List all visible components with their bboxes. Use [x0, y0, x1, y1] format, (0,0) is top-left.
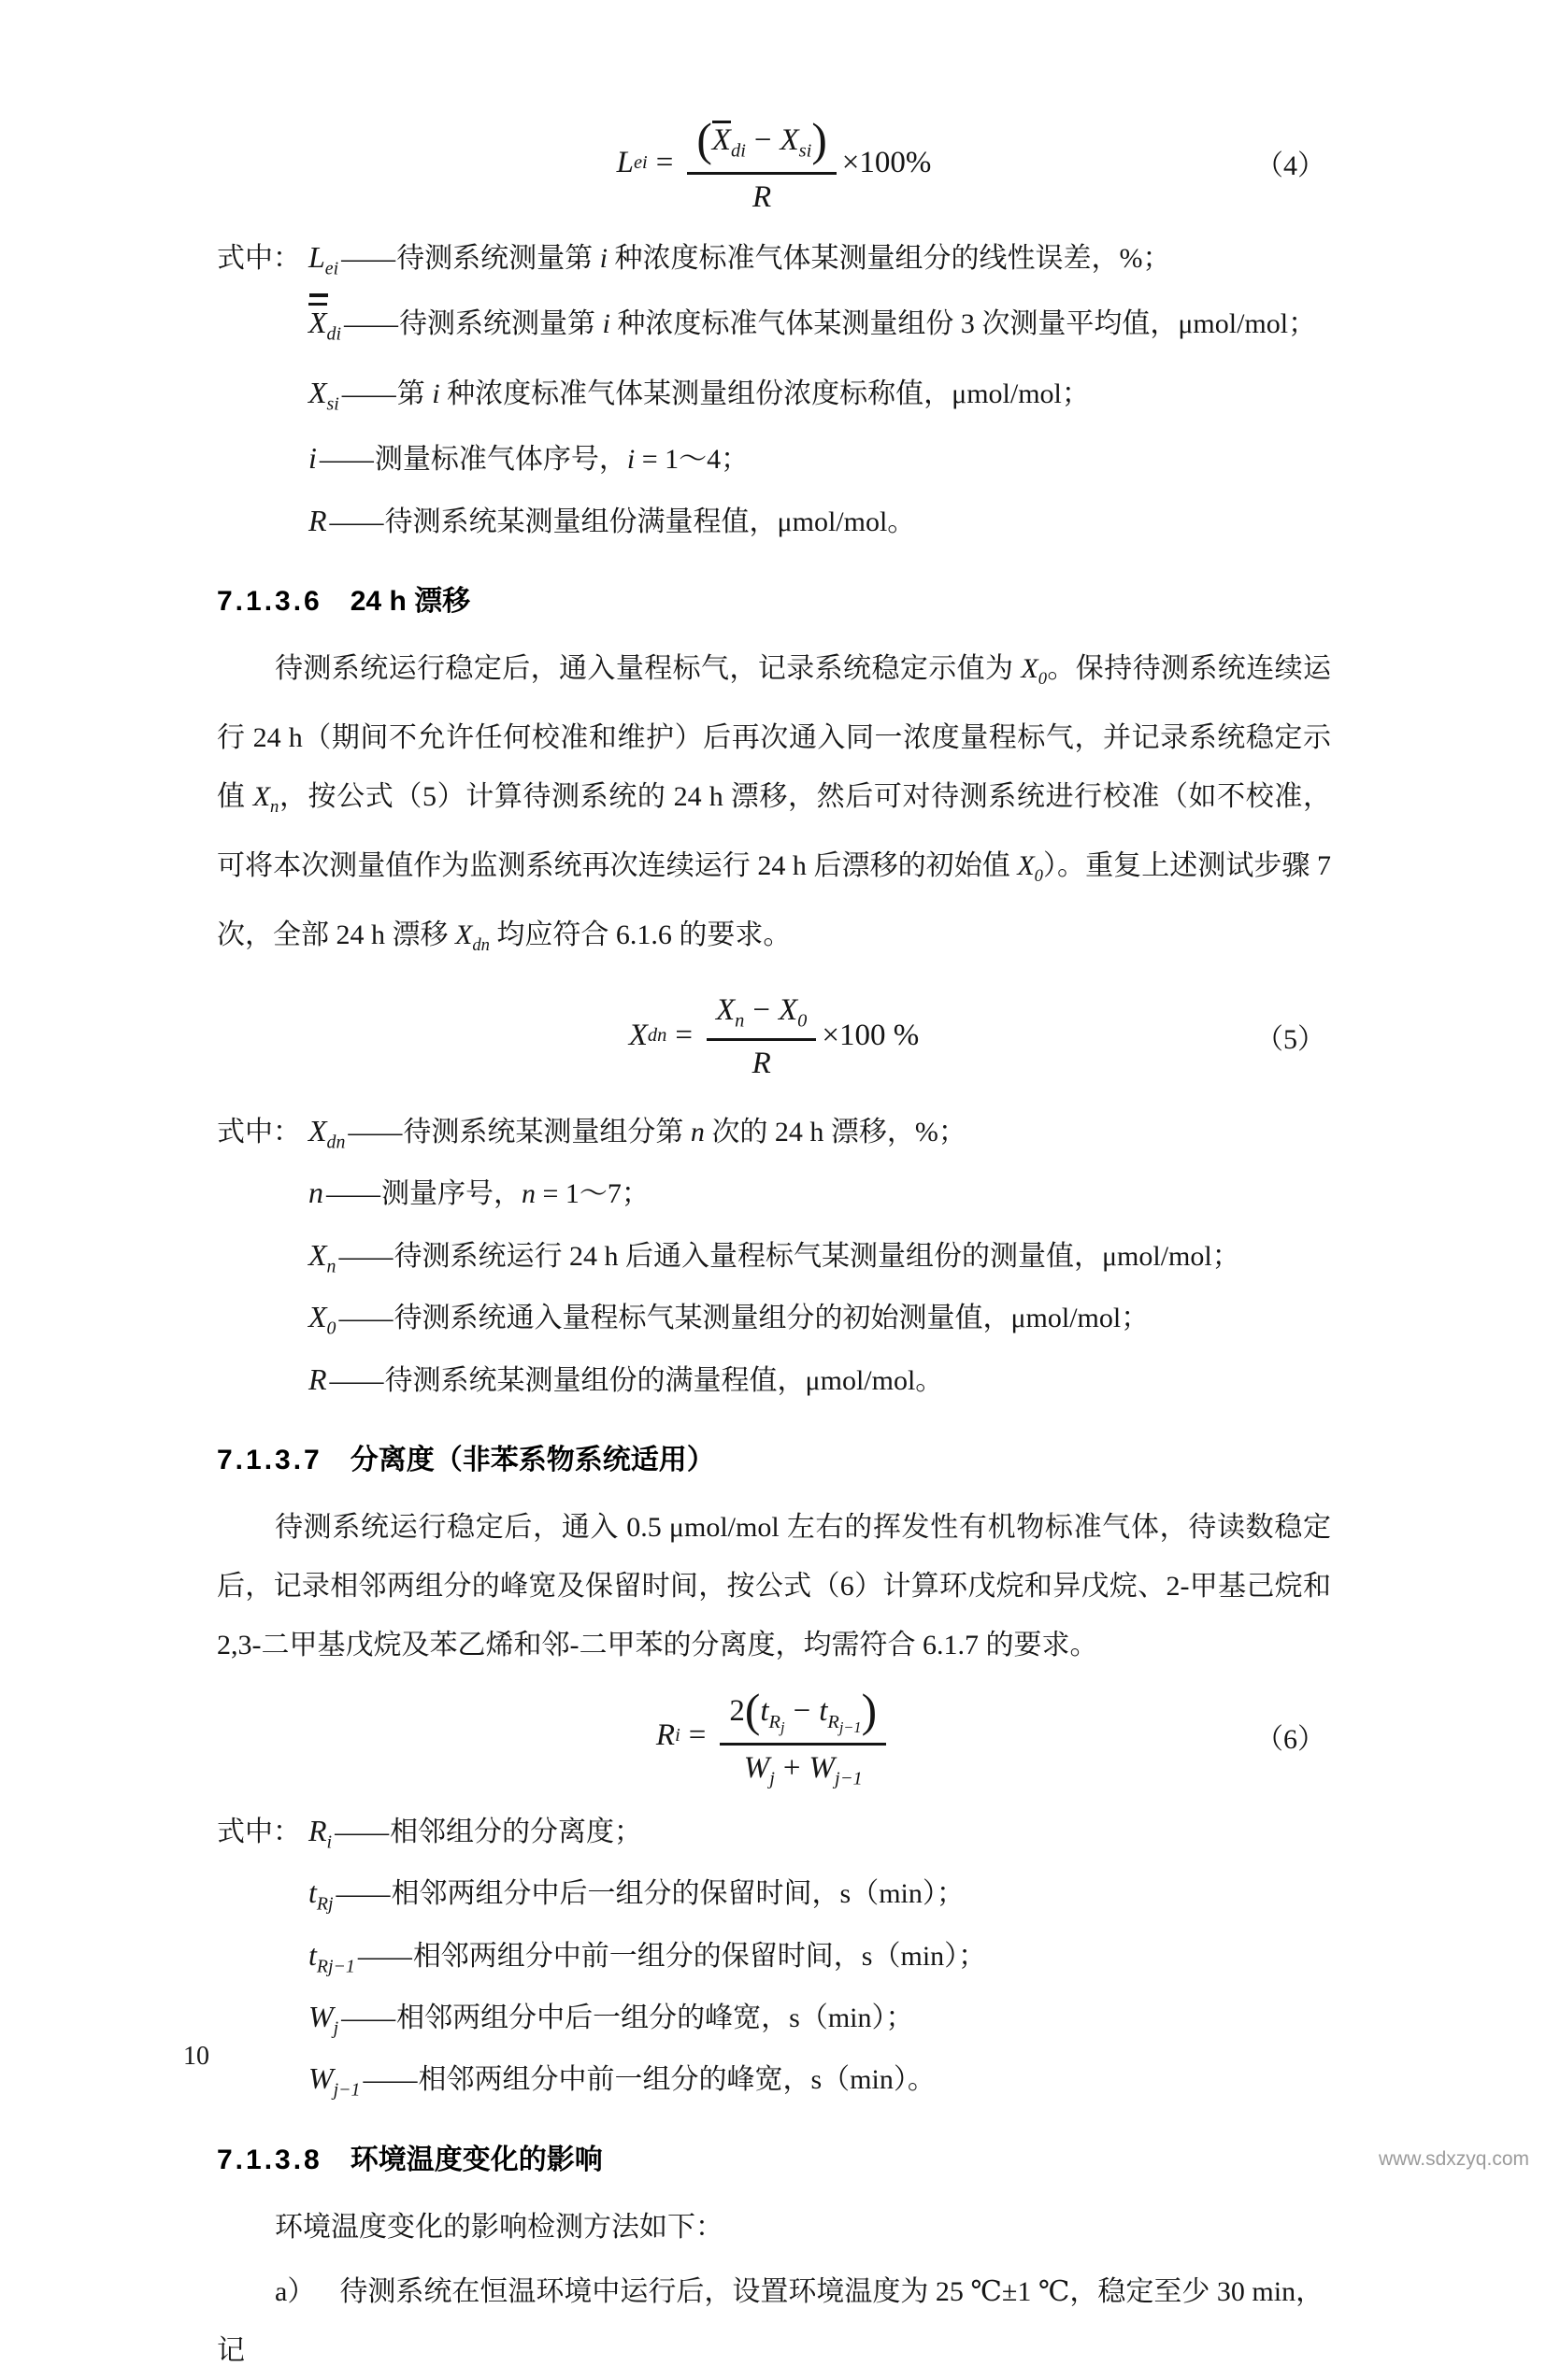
- eq5-x0: X: [779, 993, 798, 1028]
- definition-row: [217, 436, 1331, 491]
- section-number: 7.1.3.8: [217, 2144, 322, 2175]
- eq5-xn: X: [715, 993, 736, 1028]
- eq4-lhs: L: [616, 145, 634, 179]
- definition-row: [217, 1871, 1331, 1925]
- definition-text: 待测系统某测量组份的满量程值，μmol/mol。: [384, 1364, 944, 1396]
- where-label: 式中：: [217, 243, 301, 274]
- eq4-open-paren: (: [696, 113, 712, 165]
- em-dash: ——: [329, 506, 382, 537]
- eq6-lhs-sub: i: [675, 1725, 680, 1746]
- definition-text: 相邻两组分中后一组分的保留时间，s（min）；: [391, 1878, 965, 1910]
- symbol: i: [308, 441, 317, 476]
- eq4-times-100: ×100%: [841, 145, 932, 179]
- em-dash: ——: [341, 2002, 394, 2034]
- eq6-wj1: W: [809, 1751, 836, 1786]
- symbol: n: [308, 1176, 323, 1210]
- definition-text: 测量标准气体序号，i = 1～4；: [374, 444, 750, 476]
- paragraph-temperature-intro: 环境温度变化的影响检测方法如下：: [275, 2211, 723, 2243]
- definition-row: [217, 1809, 1331, 1863]
- definition-row: [217, 367, 1331, 429]
- definition-text: 测量序号，n = 1～7；: [381, 1178, 650, 1210]
- em-dash: ——: [338, 1240, 392, 1272]
- where-list-4: [217, 235, 1331, 553]
- eq4-xdi: X: [711, 122, 731, 157]
- symbol: $X_{si}$: [308, 375, 339, 415]
- eq4-minus: −: [753, 122, 772, 157]
- definition-row: [217, 499, 1331, 553]
- em-dash: ——: [357, 1940, 410, 1972]
- definition-text: 相邻组分的分离度；: [390, 1816, 643, 1847]
- eq6-fraction: $\frac{2(t_{R_j} - t_{R_{j-1}})}{W_j + W_{j-1}}$: [720, 1682, 886, 1790]
- eq6-equals: =: [688, 1718, 707, 1753]
- paragraph-resolution: 待测系统运行稳定后，通入 0.5 μmol/mol 左右的挥发性有机物标准气体，待读数稳定后，记录相邻两组分的峰宽及保留时间，按公式（6）计算环戊烷和异戊烷、2-甲基己烷和 2,3-二甲基戊烷及苯乙烯和邻-二甲苯的分离度，均需符合 6.1.7 的要求。: [217, 1511, 1331, 1660]
- page-content: [217, 103, 1331, 2380]
- definition-text: 待测系统某测量组份满量程值，μmol/mol。: [384, 506, 916, 537]
- eq4-xsi: X: [780, 122, 799, 157]
- symbol: R: [308, 503, 327, 537]
- em-dash: ——: [363, 2064, 416, 2096]
- eq4-fraction: [687, 111, 836, 215]
- symbol: $X_{dn}$: [308, 1113, 346, 1153]
- definition-text: 待测系统测量第 i 种浓度标准气体某测量组份 3 次测量平均值，μmol/mol；: [398, 308, 1317, 340]
- eq4-close-paren: ): [811, 113, 827, 165]
- symbol: $W_{j-1}$: [308, 2061, 361, 2101]
- symbol-xbar-di: $X_{di}$: [308, 301, 341, 355]
- section-number: 7.1.3.6: [217, 585, 322, 617]
- symbol: $t_{Rj}$: [308, 1875, 334, 1915]
- definition-text: 相邻两组分中后一组分的峰宽，s（min）；: [396, 2002, 914, 2034]
- em-dash: ——: [338, 1303, 392, 1334]
- definition-text: 相邻两组分中前一组分的峰宽，s（min）。: [418, 2064, 936, 2096]
- em-dash: ——: [319, 444, 372, 476]
- section-title: 24 h 漂移: [350, 585, 471, 617]
- definition-row: [217, 235, 1331, 290]
- definition-text: 第 i 种浓度标准气体某测量组份浓度标称值，μmol/mol；: [396, 378, 1090, 409]
- eq5-equals: =: [675, 1019, 693, 1053]
- em-dash: ——: [326, 1178, 379, 1210]
- equation-5-number: （5）: [1255, 1023, 1325, 1055]
- equation-6-number: （6）: [1255, 1723, 1325, 1755]
- where-list-6: [217, 1809, 1331, 2112]
- eq6-trj: t: [760, 1694, 769, 1729]
- equation-6: [217, 1680, 1331, 1792]
- eq4-equals: =: [655, 145, 674, 179]
- definition-row: [217, 1171, 1331, 1225]
- definition-text: 待测系统运行 24 h 后通入量程标气某测量组份的测量值，μmol/mol；: [394, 1240, 1240, 1272]
- definition-text: 待测系统通入量程标气某测量组分的初始测量值，μmol/mol；: [394, 1303, 1150, 1334]
- eq5-lhs-sub: dn: [647, 1025, 667, 1047]
- eq4-xsi-sub: si: [798, 140, 812, 162]
- eq4-denominator: R: [752, 179, 772, 214]
- section-title: 分离度（非苯系物系统适用）: [350, 1444, 715, 1475]
- symbol: $X_n$: [308, 1237, 336, 1277]
- where-label: 式中：: [217, 1816, 301, 1847]
- em-dash: ——: [348, 1116, 401, 1147]
- definition-row: [217, 1933, 1331, 1988]
- paragraph-drift: 待测系统运行稳定后，通入量程标气，记录系统稳定示值为 $X_0$。保持待测系统连续运行 24 h（期间不允许任何校准和维护）后再次通入同一浓度量程标气，并记录系统稳定示值 $X_n$，按公式（5）计算待测系统的 24 h 漂移，然后可对待测系统进行校准（如不校准，可将本次测量值作为监测系统再次连续运行 24 h 后漂移的初始值 $X_0$）。重复上述测试步骤 7 次，全部 24 h 漂移 $X_{dn}$ 均应符合 6.1.6 的要求。: [217, 652, 1332, 955]
- eq6-close-paren: ): [861, 1685, 878, 1737]
- em-dash: ——: [343, 308, 396, 340]
- symbol: $W_j$: [308, 2000, 339, 2039]
- list-item-a: [217, 2262, 1331, 2380]
- list-marker-a: a）: [275, 2275, 316, 2307]
- eq6-minus: −: [793, 1694, 811, 1729]
- eq6-trj1: t: [819, 1694, 828, 1729]
- equation-4-number: （4）: [1255, 150, 1325, 181]
- equation-5: [217, 980, 1331, 1092]
- eq6-coefficient: 2: [729, 1694, 745, 1729]
- eq6-wj: W: [743, 1751, 770, 1786]
- eq6-lhs: R: [655, 1718, 676, 1753]
- eq4-xdi-sub: di: [730, 140, 746, 162]
- equation-4: [217, 107, 1331, 219]
- eq4-lhs-sub: ei: [633, 151, 648, 173]
- definition-row: [217, 1295, 1331, 1349]
- eq6-open-paren: (: [744, 1685, 761, 1737]
- eq6-plus: +: [782, 1751, 801, 1786]
- page-number: 10: [183, 2042, 209, 2071]
- symbol: $X_0$: [308, 1300, 336, 1339]
- where-list-5: [217, 1109, 1331, 1412]
- definition-row: [217, 1109, 1331, 1163]
- eq5-lhs: X: [628, 1019, 648, 1053]
- symbol: R: [308, 1361, 327, 1396]
- eq5-fraction: $\frac{X_n - X_0}{R}$: [707, 991, 816, 1081]
- em-dash: ——: [335, 1816, 388, 1847]
- section-number: 7.1.3.7: [217, 1444, 322, 1475]
- eq5-denominator: R: [752, 1046, 771, 1080]
- section-heading-7137: [217, 1436, 1331, 1477]
- definition-row: [217, 1233, 1331, 1288]
- section-heading-7138: [217, 2136, 1331, 2177]
- watermark: www.sdxzyq.com: [1378, 2148, 1529, 2170]
- definition-row: [217, 2057, 1331, 2111]
- eq5-times-100: ×100 %: [822, 1019, 920, 1053]
- definition-text: 相邻两组分中前一组分的保留时间，s（min）；: [412, 1940, 987, 1972]
- symbol: $t_{Rj-1}$: [308, 1937, 355, 1977]
- definition-row: [217, 1995, 1331, 2049]
- em-dash: ——: [329, 1364, 382, 1396]
- where-label: 式中：: [217, 1116, 301, 1147]
- section-heading-7136: [217, 577, 1331, 619]
- definition-text: 待测系统某测量组分第 n 次的 24 h 漂移，%；: [403, 1116, 966, 1147]
- list-item-text: 待测系统在恒温环境中运行后，设置环境温度为 25 ℃±1 ℃，稳定至少 30 min，记: [217, 2275, 1324, 2366]
- definition-text: 待测系统测量第 i 种浓度标准气体某测量组分的线性误差，%；: [396, 243, 1171, 274]
- em-dash: ——: [341, 378, 394, 409]
- em-dash: ——: [336, 1878, 389, 1910]
- symbol: $R_i$: [308, 1813, 333, 1853]
- em-dash: ——: [341, 243, 394, 274]
- definition-row: [217, 297, 1331, 359]
- definition-row: [217, 1358, 1331, 1412]
- section-title: 环境温度变化的影响: [350, 2144, 603, 2175]
- eq5-minus: −: [752, 993, 770, 1028]
- symbol: $L_{ei}$: [308, 240, 339, 279]
